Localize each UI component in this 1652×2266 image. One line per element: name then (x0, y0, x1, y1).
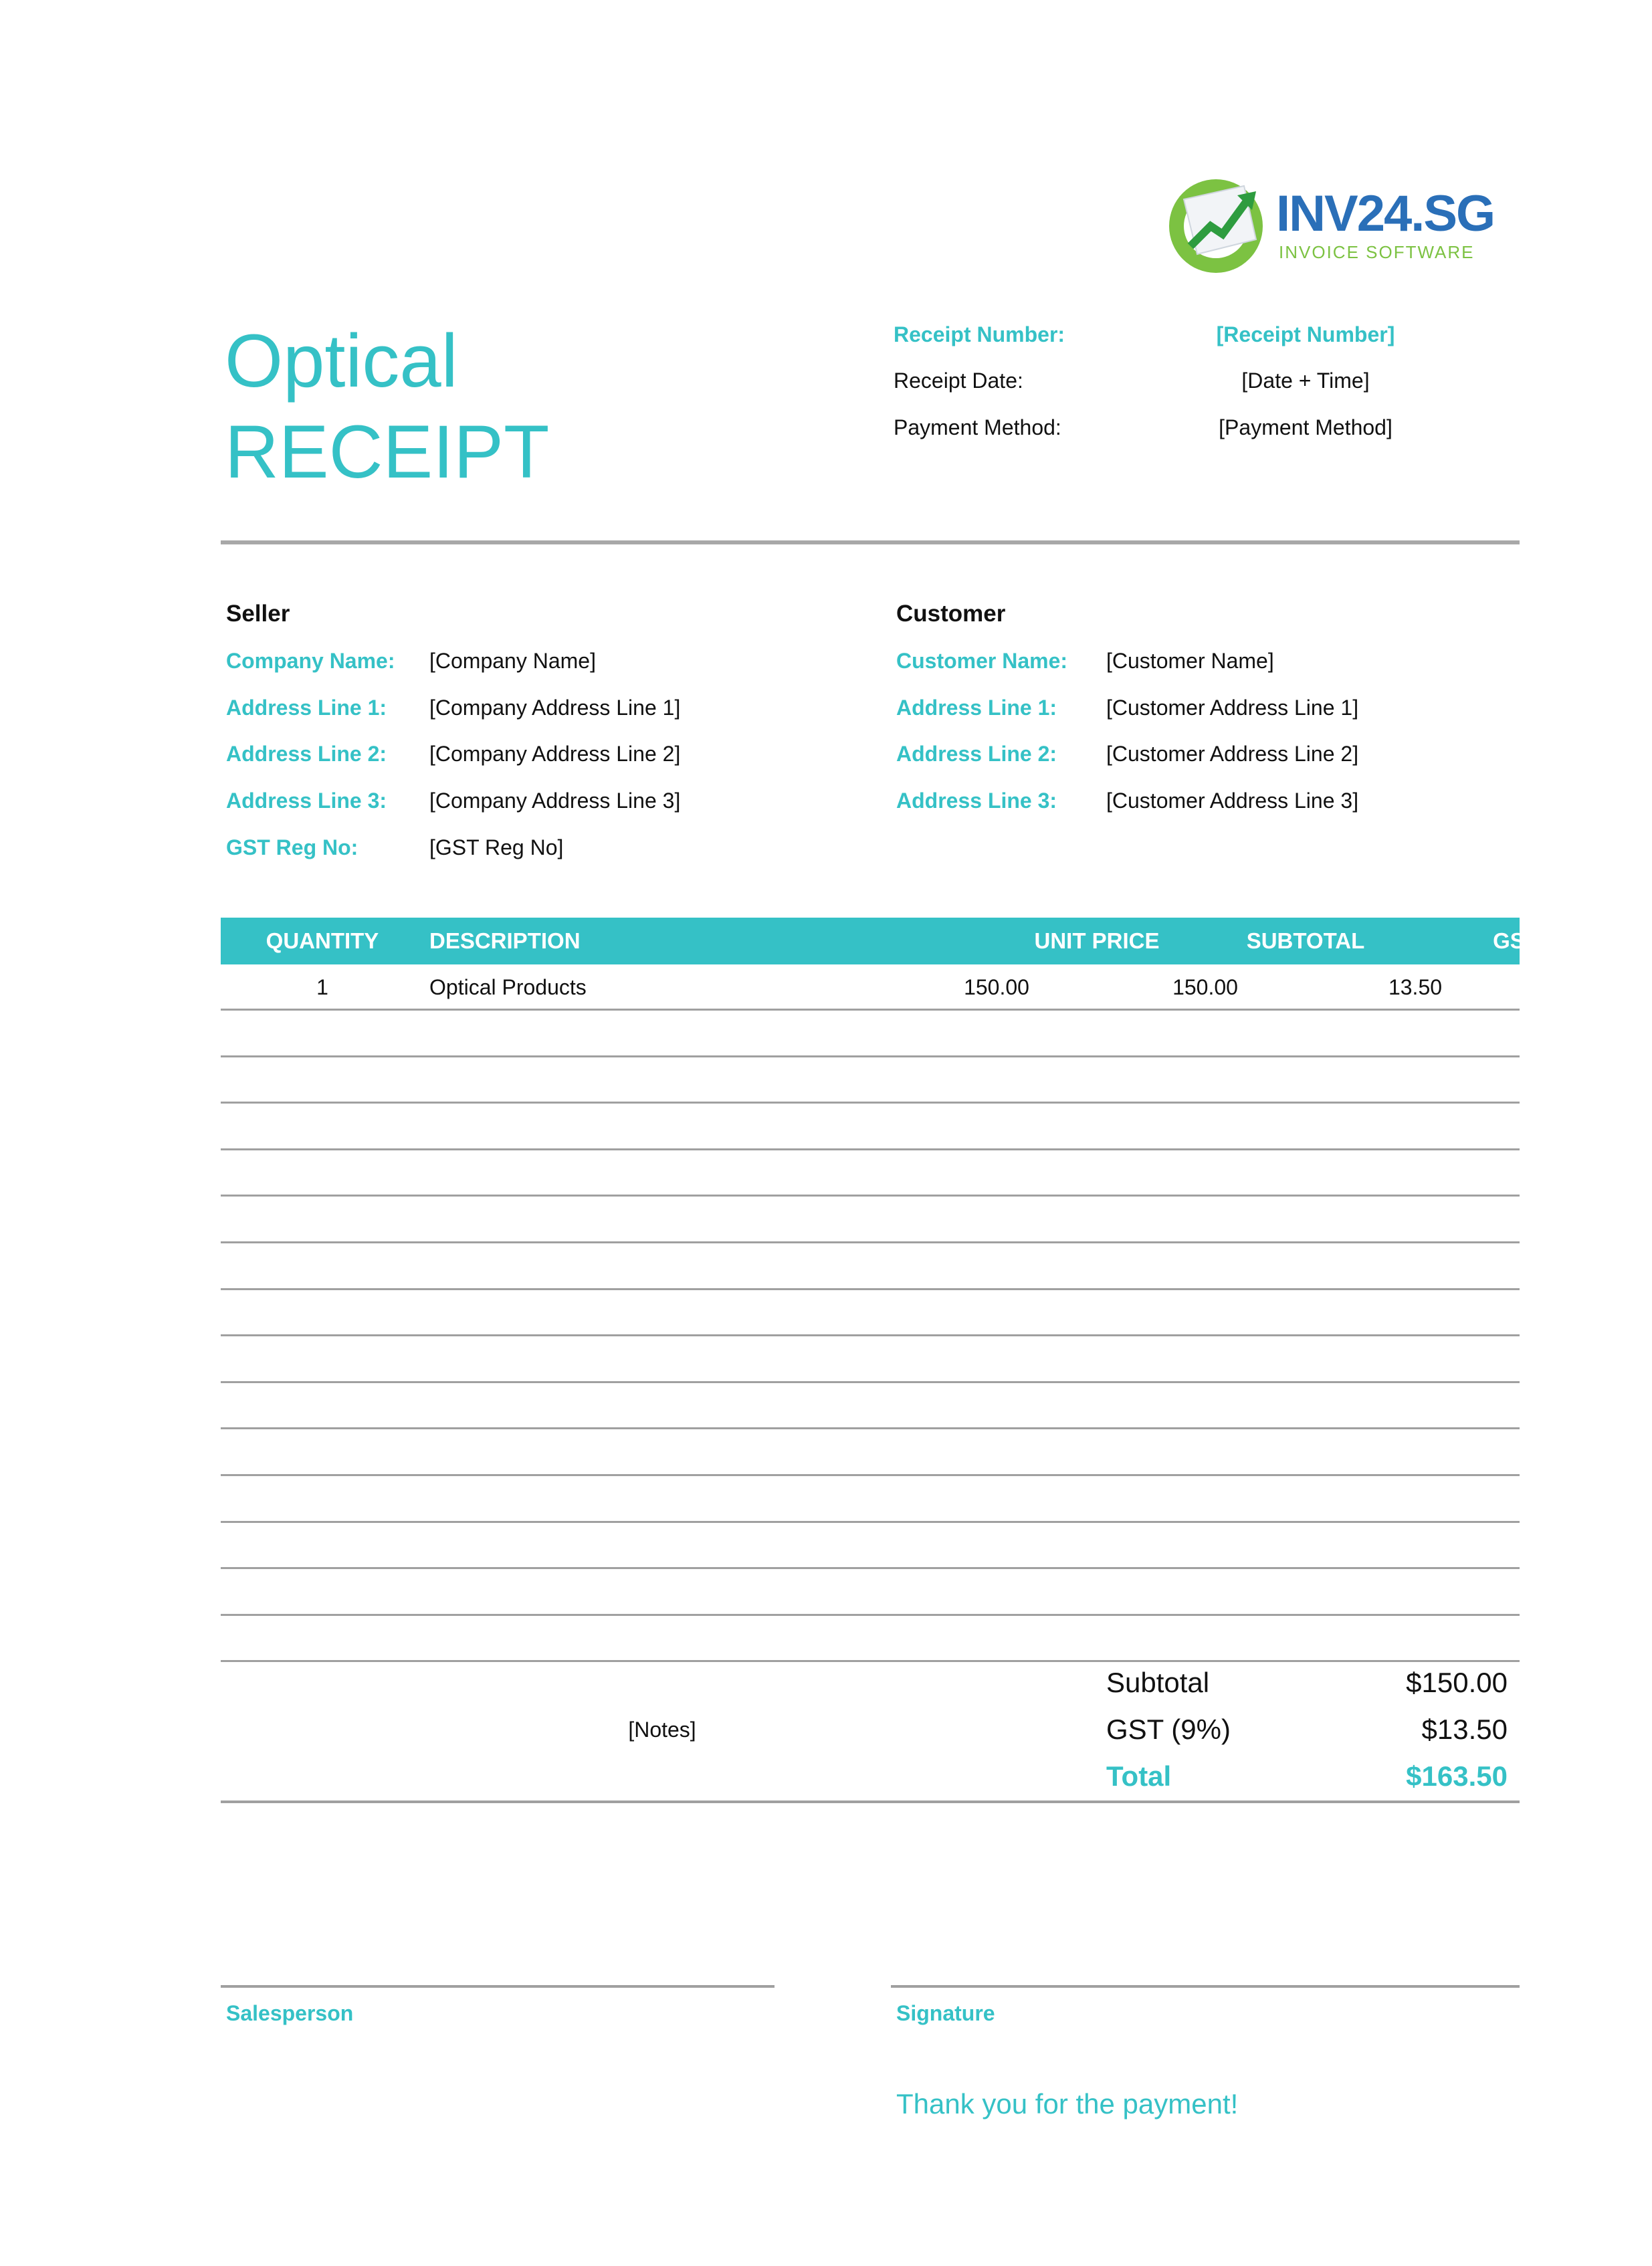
col-unit-price-header: UNIT PRICE (1034, 928, 1160, 953)
seller-heading: Seller (226, 601, 290, 627)
seller-address-1-value: [Company Address Line 1] (429, 696, 681, 720)
table-row-line (221, 1148, 1520, 1150)
seller-company-name-value: [Company Name] (429, 649, 596, 673)
seller-address-3-label: Address Line 3: (226, 789, 387, 813)
customer-address-2-label: Address Line 2: (896, 742, 1057, 766)
table-row-line (221, 1521, 1520, 1523)
table-row-line (221, 1474, 1520, 1476)
table-row-line (221, 1055, 1520, 1057)
customer-address-1-label: Address Line 1: (896, 696, 1057, 720)
row-1-subtotal: 150.00 (1172, 975, 1238, 999)
seller-company-name-label: Company Name: (226, 649, 395, 673)
total-label: Total (1106, 1760, 1172, 1792)
table-row-line (221, 1009, 1520, 1011)
col-subtotal-header: SUBTOTAL (1246, 928, 1365, 953)
customer-address-3-value: [Customer Address Line 3] (1106, 789, 1359, 813)
payment-method-label: Payment Method: (894, 415, 1061, 439)
customer-name-value: [Customer Name] (1106, 649, 1274, 673)
title-line-2: RECEIPT (225, 410, 550, 494)
row-1-gst: 13.50 (1388, 975, 1443, 999)
table-row-line (221, 1427, 1520, 1429)
table-row-line (221, 1241, 1520, 1243)
receipt-date-value: [Date + Time] (1241, 369, 1370, 393)
seller-gst-value: [GST Reg No] (429, 835, 564, 859)
payment-method-value: [Payment Method] (1219, 415, 1392, 439)
thank-you-message: Thank you for the payment! (896, 2088, 1239, 2120)
brand-logo (1164, 173, 1495, 280)
signature-line (891, 1985, 1520, 1988)
table-row-line (221, 1614, 1520, 1616)
table-row-line (221, 1102, 1520, 1104)
table-row-line (221, 1195, 1520, 1197)
total-value: $163.50 (1406, 1760, 1508, 1792)
salesperson-label: Salesperson (226, 2001, 354, 2025)
seller-address-2-label: Address Line 2: (226, 742, 387, 766)
customer-heading: Customer (896, 601, 1006, 627)
header-divider (221, 540, 1520, 544)
gst-label: GST (9%) (1106, 1714, 1231, 1745)
row-1-unit-price: 150.00 (964, 975, 1029, 999)
customer-address-3-label: Address Line 3: (896, 789, 1057, 813)
row-1-quantity: 1 (316, 975, 328, 999)
table-row-line (221, 1288, 1520, 1290)
customer-name-label: Customer Name: (896, 649, 1068, 673)
table-row-line (221, 1567, 1520, 1569)
salesperson-line (221, 1985, 775, 1988)
totals-divider (221, 1800, 1520, 1803)
col-description-header: DESCRIPTION (429, 928, 581, 953)
col-quantity-header: QUANTITY (266, 928, 379, 953)
customer-address-1-value: [Customer Address Line 1] (1106, 696, 1359, 720)
logo-tagline: INVOICE SOFTWARE (1279, 242, 1475, 262)
seller-address-2-value: [Company Address Line 2] (429, 742, 681, 766)
items-table-header (221, 918, 1538, 964)
subtotal-label: Subtotal (1106, 1667, 1210, 1698)
subtotal-value: $150.00 (1406, 1667, 1508, 1698)
logo-wordmark: INV24.SG (1276, 185, 1495, 242)
chart-growth-icon (1164, 173, 1271, 280)
seller-address-1-label: Address Line 1: (226, 696, 387, 720)
table-row-line (221, 1334, 1520, 1336)
table-row-line (221, 1660, 1520, 1662)
col-gst-header: GST (1493, 928, 1538, 953)
seller-address-3-value: [Company Address Line 3] (429, 789, 681, 813)
signature-label: Signature (896, 2001, 995, 2025)
notes: [Notes] (628, 1718, 696, 1742)
customer-address-2-value: [Customer Address Line 2] (1106, 742, 1359, 766)
row-1-description: Optical Products (429, 975, 587, 999)
gst-value: $13.50 (1421, 1714, 1508, 1745)
title-line-1: Optical (225, 319, 458, 403)
receipt-date-label: Receipt Date: (894, 369, 1023, 393)
receipt-number-value: [Receipt Number] (1216, 322, 1395, 346)
seller-gst-label: GST Reg No: (226, 835, 358, 859)
receipt-number-label: Receipt Number: (894, 322, 1065, 346)
table-row-line (221, 1381, 1520, 1383)
